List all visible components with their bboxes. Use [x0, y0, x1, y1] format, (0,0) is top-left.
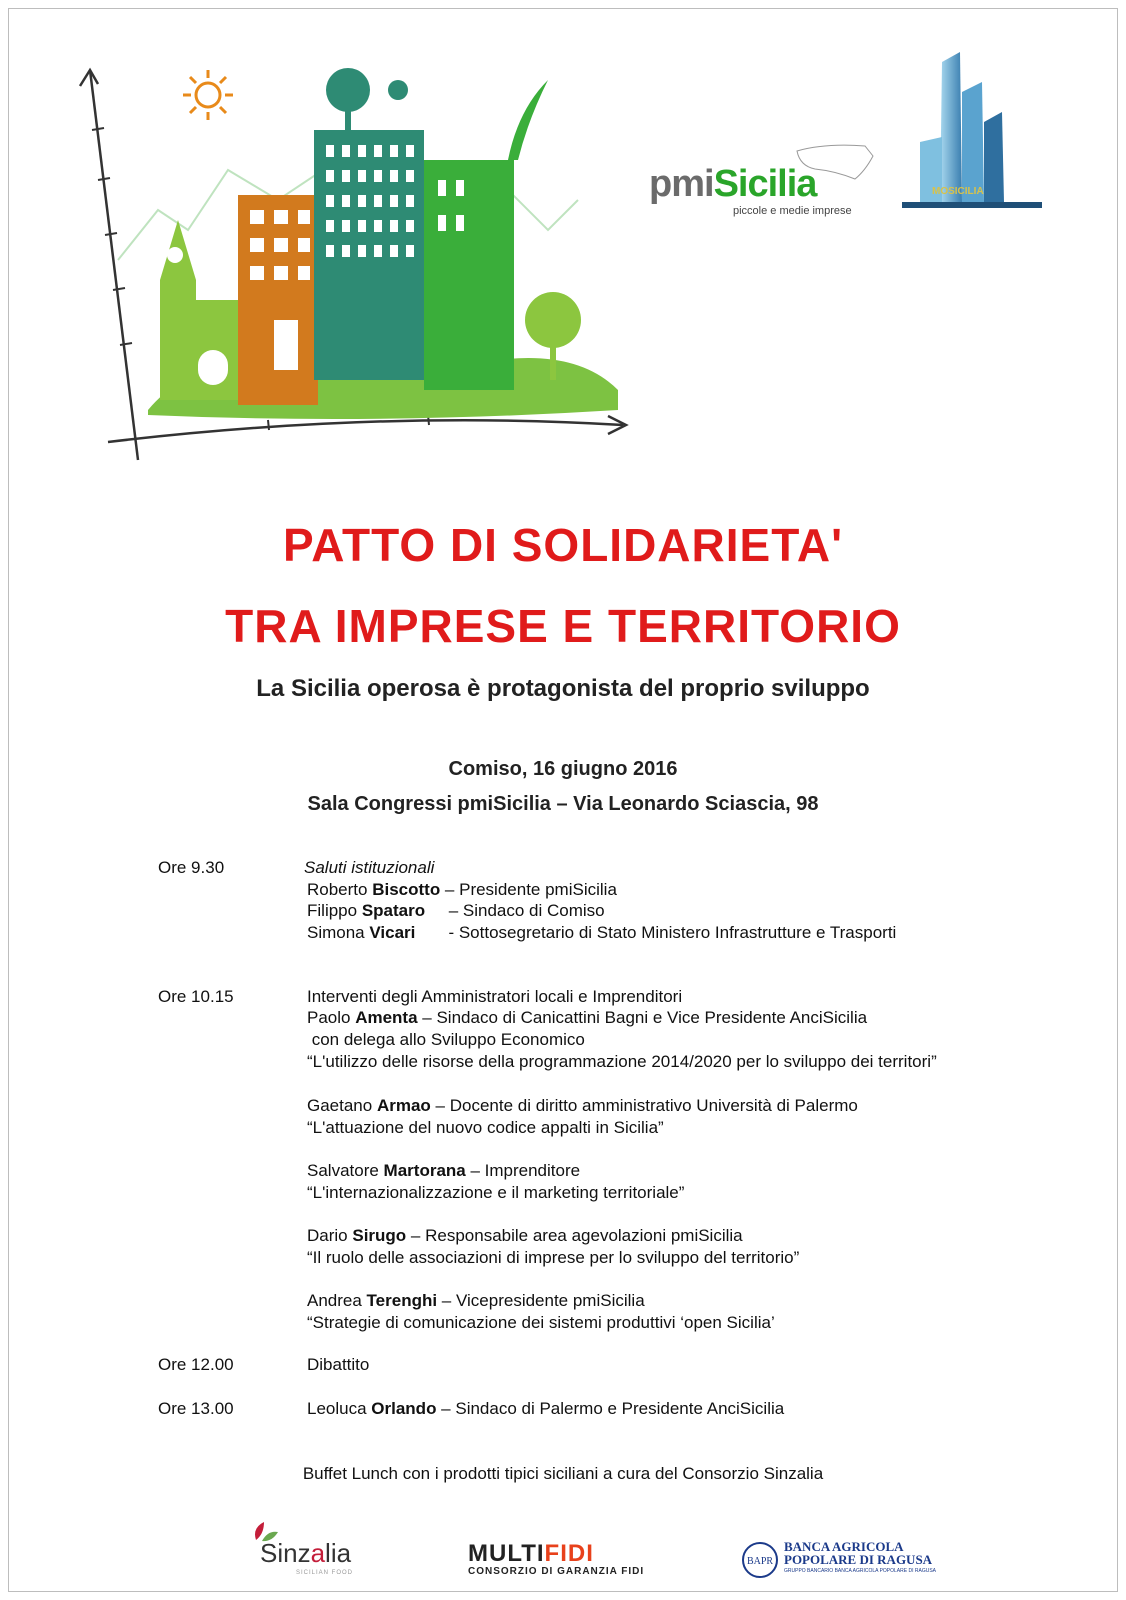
tower-label: MOSICILIA	[932, 186, 984, 197]
talk-title: “Strategie di comunicazione dei sistemi produttivi ‘open Sicilia’	[307, 1313, 775, 1332]
bank-seal-icon	[740, 1540, 780, 1580]
green-building	[424, 160, 514, 390]
speaker-line: Roberto Biscotto – Presidente pmiSicilia	[307, 880, 617, 899]
speaker-line-continued: con delega allo Sviluppo Economico	[307, 1030, 585, 1049]
session-heading: Saluti istituzionali	[304, 858, 435, 877]
speaker-line: Gaetano Armao – Docente di diritto amministrativo Università di Palermo	[307, 1096, 858, 1115]
orange-building	[238, 195, 318, 405]
svg-text:BAPR: BAPR	[746, 1556, 774, 1567]
main-title-line-2: TRA IMPRESE E TERRITORIO	[225, 600, 901, 652]
session-time: Ore 10.15	[158, 987, 234, 1006]
session-heading: Dibattito	[307, 1355, 370, 1374]
session-heading: Interventi degli Amministratori locali e Imprenditori	[307, 987, 683, 1006]
event-date: Comiso, 16 giugno 2016	[448, 758, 678, 780]
talk-title: “L'attuazione del nuovo codice appalti in Sicilia”	[307, 1118, 664, 1137]
session-time: Ore 13.00	[158, 1399, 234, 1418]
sinzalia-logo	[248, 1520, 388, 1580]
speaker-line: Salvatore Martorana – Imprenditore	[307, 1161, 581, 1180]
talk-title: “L'internazionalizzazione e il marketing territoriale”	[307, 1183, 685, 1202]
pmi-text: pmi	[649, 163, 714, 205]
multifidi-wordmark: MULTIFIDI	[468, 1540, 594, 1567]
sun-icon	[183, 70, 233, 120]
sinzalia-tagline: SICILIAN FOOD	[296, 1570, 354, 1576]
banca-tagline: GRUPPO BANCARIO BANCA AGRICOLA POPOLARE DI RAGUSA	[784, 1568, 936, 1574]
speaker-line: Leoluca Orlando – Sindaco di Palermo e Presidente AnciSicilia	[307, 1399, 785, 1418]
pmisicilia-wordmark	[649, 163, 816, 206]
city-growth-illustration	[78, 50, 658, 480]
main-title-line-1: PATTO DI SOLIDARIETA'	[282, 519, 844, 571]
buffet-note: Buffet Lunch con i prodotti tipici siciliani a cura del Consorzio Sinzalia	[302, 1464, 824, 1483]
speaker-line: Simona Vicari - Sottosegretario di Stato Ministero Infrastrutture e Trasporti	[307, 923, 897, 942]
multifidi-logo	[468, 1540, 648, 1580]
event-venue: Sala Congressi pmiSicilia – Via Leonardo Sciascia, 98	[307, 793, 819, 815]
speaker-line: Filippo Spataro – Sindaco di Comiso	[307, 901, 605, 920]
sicilia-text: Sicilia	[713, 163, 817, 205]
pmisicilia-tagline: piccole e medie imprese	[733, 205, 852, 217]
multifidi-tagline: CONSORZIO DI GARANZIA FIDI	[468, 1566, 645, 1577]
subtitle: La Sicilia operosa è protagonista del proprio sviluppo	[256, 675, 870, 702]
speaker-line: Dario Sirugo – Responsabile area agevolazioni pmiSicilia	[307, 1226, 743, 1245]
session-time: Ore 12.00	[158, 1355, 234, 1374]
tower-logo	[902, 52, 1042, 212]
sinzalia-wordmark: Sinzalia	[260, 1538, 352, 1568]
banca-wordmark: BANCA AGRICOLA POPOLARE DI RAGUSA	[784, 1539, 933, 1567]
pmisicilia-logo	[645, 135, 895, 225]
speaker-line: Paolo Amenta – Sindaco di Canicattini Bagni e Vice Presidente AnciSicilia	[307, 1008, 868, 1027]
x-axis	[108, 420, 623, 442]
talk-title: “L'utilizzo delle risorse della programmazione 2014/2020 per lo sviluppo dei territori”	[307, 1052, 937, 1071]
speaker-line: Andrea Terenghi – Vicepresidente pmiSicilia	[307, 1291, 645, 1310]
banca-agricola-logo	[740, 1540, 940, 1582]
session-time: Ore 9.30	[158, 858, 225, 877]
talk-title: “Il ruolo delle associazioni di imprese per lo sviluppo del territorio”	[307, 1248, 800, 1267]
